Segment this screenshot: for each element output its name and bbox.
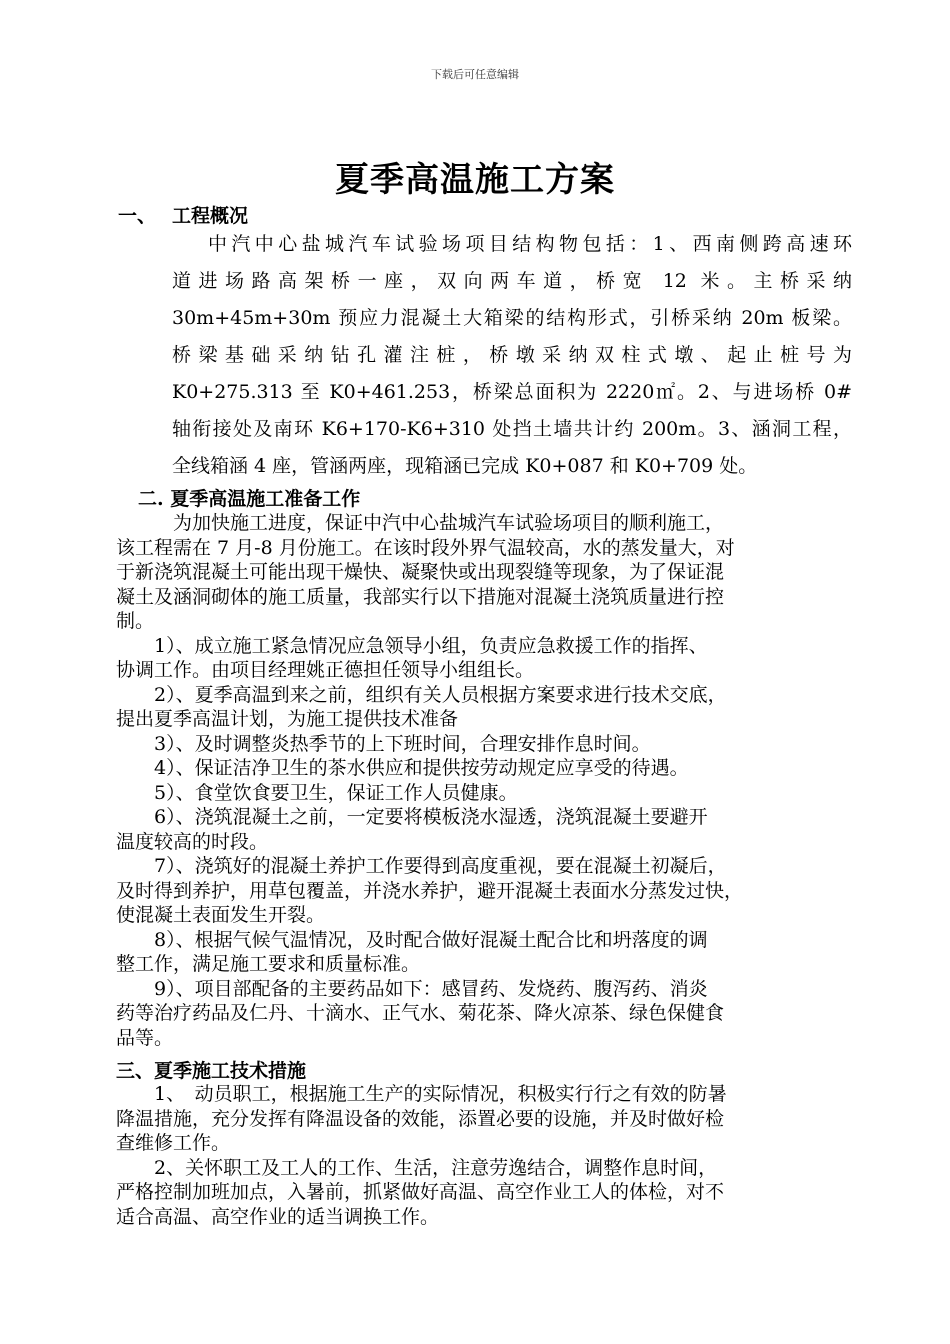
body-line: 及时得到养护，用草包覆盖，并浇水养护，避开混凝土表面水分蒸发过快， (116, 879, 744, 902)
body-line: 2）、夏季高温到来之前，组织有关人员根据方案要求进行技术交底， (116, 683, 727, 706)
body-line: 4）、保证洁净卫生的茶水供应和提供按劳动规定应享受的待遇。 (116, 757, 689, 779)
body-line: 7）、浇筑好的混凝土养护工作要得到高度重视，要在混凝土初凝后， (116, 855, 727, 877)
watermark-text: 下载后可任意编辑 (431, 68, 519, 81)
body-line: 5）、食堂饮食要卫生，保证工作人员健康。 (116, 781, 518, 804)
paragraph-line: 桥梁基础采纳钻孔灌注桩，桥墩采纳双柱式墩、起止桩号为 (172, 344, 852, 366)
body-line: 查维修工作。 (116, 1132, 231, 1154)
paragraph-line: 道进场路高架桥一座，双向两车道，桥宽 12 米。主桥采纳 (172, 270, 852, 292)
body-line: 3）、及时调整炎热季节的上下班时间，合理安排作息时间。 (116, 732, 651, 755)
body-line: 使混凝土表面发生开裂。 (116, 904, 326, 926)
body-line: 该工程需在 7 月-8 月份施工。在该时段外界气温较高，水的蒸发量大，对 (116, 536, 735, 559)
body-line: 提出夏季高温计划，为施工提供技术准备 (116, 708, 459, 730)
body-line: 温度较高的时段。 (116, 830, 269, 853)
section-3-heading: 三、夏季施工技术措施 (116, 1060, 307, 1082)
body-line: 9）、项目部配备的主要药品如下：感冒药、发烧药、腹泻药、消炎 (116, 977, 708, 1000)
body-line: 降温措施，充分发挥有降温设备的效能，添置必要的设施，并及时做好检 (116, 1107, 725, 1130)
section-2-body (116, 511, 852, 1050)
body-line: 品等。 (116, 1026, 174, 1049)
section-2-heading: 二. 夏季高温施工准备工作 (138, 488, 361, 510)
body-line: 药等治疗药品及仁丹、十滴水、正气水、菊花茶、降火凉茶、绿色保健食 (116, 1002, 725, 1024)
body-line: 1、 动员职工，根据施工生产的实际情况，积极实行行之有效的防暑 (116, 1083, 727, 1105)
paragraph-line: 中汽中心盐城汽车试验场项目结构物包括：1、西南侧跨高速环 (208, 233, 852, 255)
paragraph-line: K0+275.313 至 K0+461.253，桥梁总面积为 2220㎡。2、与进场桥 0# (172, 381, 852, 403)
body-line: 严格控制加班加点，入暑前，抓紧做好高温、高空作业工人的体检，对不 (116, 1181, 725, 1203)
section-1-title: 工程概况 (172, 205, 249, 227)
body-line: 8）、根据气候气温情况，及时配合做好混凝土配合比和坍落度的调 (116, 928, 708, 951)
body-line: 为加快施工进度，保证中汽中心盐城汽车试验场项目的顺利施工， (116, 512, 725, 534)
body-line: 适合高温、高空作业的适当调换工作。 (116, 1205, 440, 1228)
body-line: 凝土及涵洞砌体的施工质量，我部实行以下措施对混凝土浇筑质量进行控 (116, 585, 725, 608)
paragraph-line: 全线箱涵 4 座，管涵两座，现箱涵已完成 K0+087 和 K0+709 处。 (172, 455, 758, 477)
section-1-paragraph (172, 226, 852, 485)
body-line: 1）、成立施工紧急情况应急领导小组，负责应急救援工作的指挥、 (116, 634, 708, 657)
body-line: 整工作，满足施工要求和质量标准。 (116, 953, 421, 975)
body-line: 于新浇筑混凝土可能出现干燥快、凝聚快或出现裂缝等现象，为了保证混 (116, 561, 725, 583)
body-line: 6）、浇筑混凝土之前，一定要将模板浇水湿透，浇筑混凝土要避开 (116, 806, 708, 828)
paragraph-line: 30m+45m+30m 预应力混凝土大箱梁的结构形式，引桥采纳 20m 板梁。 (172, 307, 852, 329)
section-3-body (116, 1082, 852, 1229)
section-1-heading (118, 201, 248, 228)
body-line: 2、关怀职工及工人的工作、生活，注意劳逸结合，调整作息时间， (116, 1156, 718, 1179)
paragraph-line: 轴衔接处及南环 K6+170-K6+310 处挡土墙共计约 200m。3、涵洞工程， (172, 418, 852, 440)
section-1-number: 一、 (118, 205, 157, 227)
body-line: 协调工作。由项目经理姚正德担任领导小组组长。 (116, 659, 535, 681)
body-line: 制。 (116, 610, 155, 632)
page-title: 夏季高温施工方案 (335, 160, 615, 200)
